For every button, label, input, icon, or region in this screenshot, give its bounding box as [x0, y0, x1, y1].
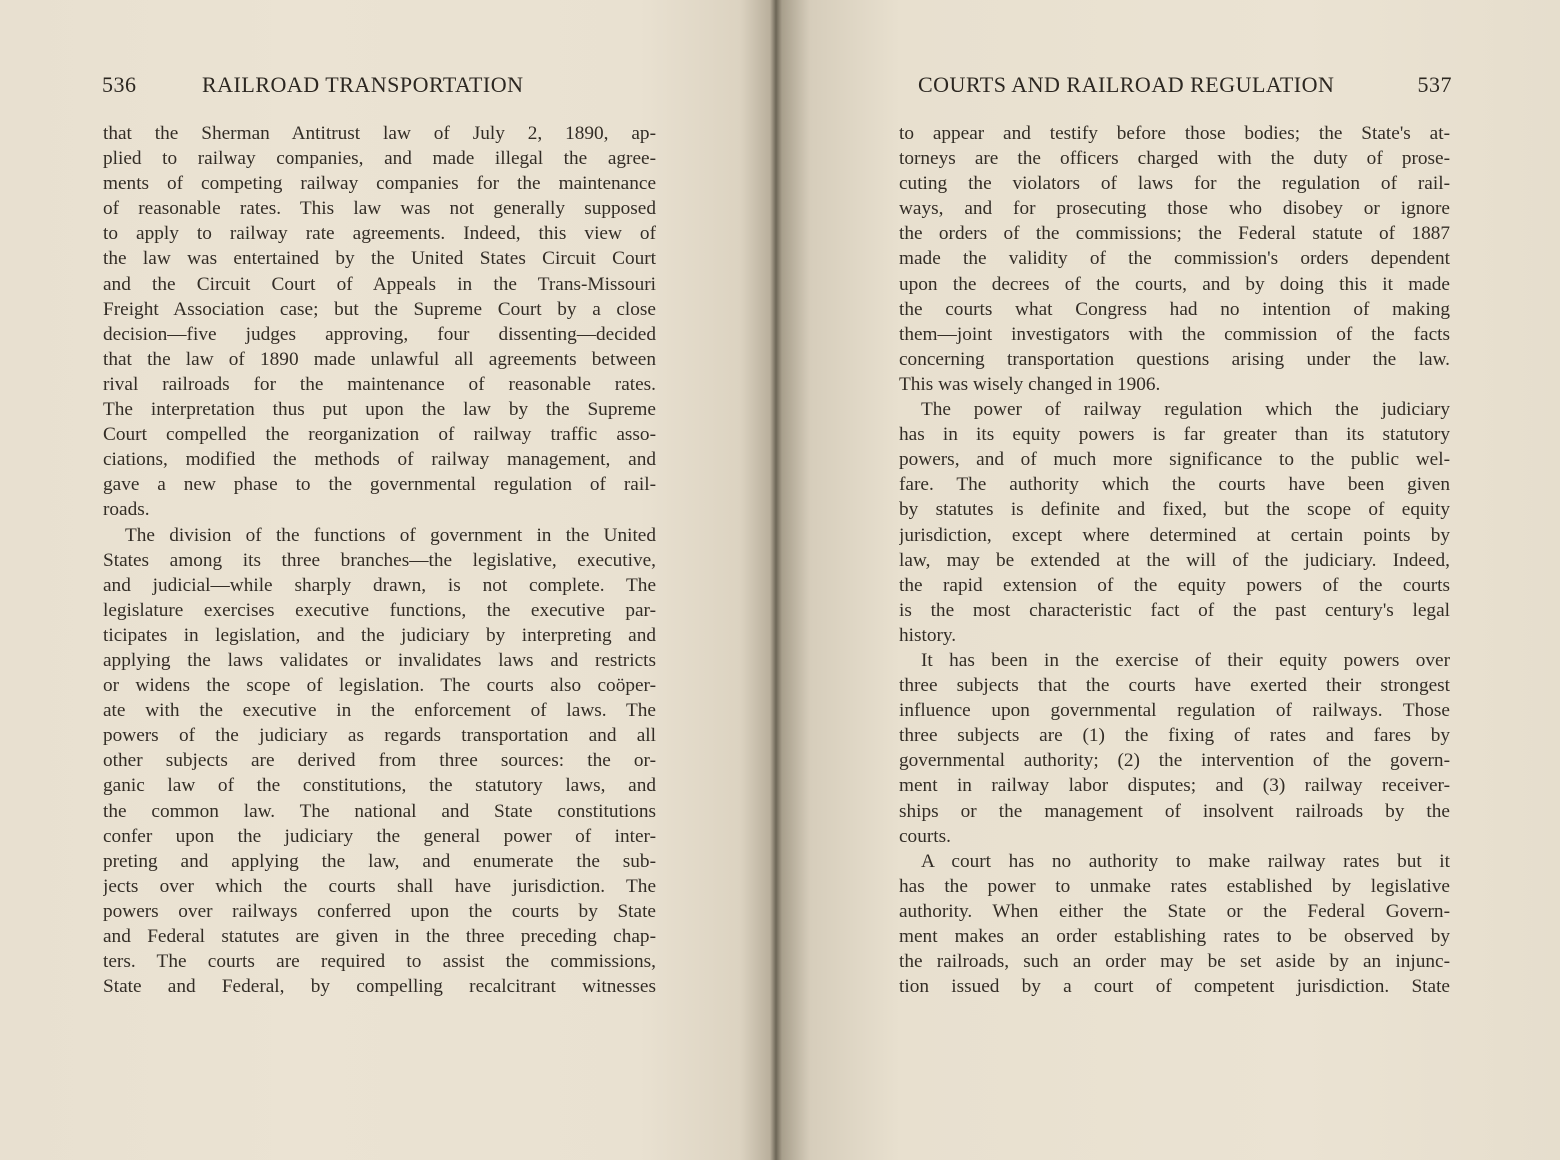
text-line: or widens the scope of legislation. The courts also coöper- — [103, 675, 656, 697]
right-page-number: 537 — [1417, 72, 1452, 97]
text-line: authority. When either the State or the Federal Govern- — [899, 900, 1450, 922]
text-line: governmental authority; (2) the intervention of the govern- — [899, 750, 1450, 772]
text-line: made the validity of the commission's orders dependent — [899, 248, 1450, 270]
text-line: courts. — [899, 825, 951, 847]
text-line: to apply to railway rate agreements. Indeed, this view of — [103, 223, 656, 245]
text-line: This was wisely changed in 1906. — [899, 373, 1161, 395]
text-line: ters. The courts are required to assist the commissions, — [103, 951, 656, 973]
text-line: is the most characteristic fact of the past century's legal — [899, 599, 1450, 621]
text-line: ments of competing railway companies for the maintenance — [103, 173, 656, 195]
text-line: the railroads, such an order may be set aside by an injunc- — [899, 951, 1450, 973]
text-line: the law was entertained by the United States Circuit Court — [103, 248, 656, 270]
text-line: The interpretation thus put upon the law by the Supreme — [103, 399, 656, 421]
left-page-body — [103, 121, 656, 999]
text-line: three subjects that the courts have exerted their strongest — [899, 675, 1450, 697]
text-line: ganic law of the constitutions, the statutory laws, and — [103, 775, 656, 797]
text-line: cuting the violators of laws for the regulation of rail- — [899, 173, 1450, 195]
text-line: of reasonable rates. This law was not generally supposed — [103, 198, 656, 220]
text-line: and the Circuit Court of Appeals in the Trans-Missouri — [103, 273, 656, 295]
right-page-body — [899, 121, 1450, 999]
text-line: that the law of 1890 made unlawful all agreements between — [103, 348, 656, 370]
left-page — [0, 0, 770, 1160]
text-line: law, may be extended at the will of the judiciary. Indeed, — [899, 549, 1450, 571]
text-line: A court has no authority to make railway rates but it — [921, 850, 1450, 872]
text-line: by statutes is definite and fixed, but the scope of equity — [899, 499, 1450, 521]
text-line: plied to railway companies, and made illegal the agree- — [103, 148, 656, 170]
text-line: powers, and of much more significance to the public wel- — [899, 449, 1450, 471]
text-line: upon the decrees of the courts, and by doing this it made — [899, 273, 1450, 295]
text-line: the courts what Congress had no intention of making — [899, 298, 1450, 320]
text-line: fare. The authority which the courts have been given — [899, 474, 1450, 496]
text-line: State and Federal, by compelling recalcitrant witnesses — [103, 976, 656, 998]
text-line: decision—five judges approving, four dissenting—decided — [103, 323, 656, 345]
text-line: the orders of the commissions; the Federal statute of 1887 — [899, 223, 1450, 245]
text-line: preting and applying the law, and enumerate the sub- — [103, 850, 656, 872]
text-line: legislature exercises executive functions, the executive par- — [103, 599, 656, 621]
text-line: to appear and testify before those bodies; the State's at- — [899, 123, 1450, 144]
text-line: concerning transportation questions arising under the law. — [899, 348, 1450, 370]
text-line: and judicial—while sharply drawn, is not complete. The — [103, 574, 656, 596]
text-line: jects over which the courts shall have jurisdiction. The — [103, 875, 656, 897]
text-line: the common law. The national and State constitutions — [103, 800, 656, 822]
text-line: history. — [899, 624, 957, 646]
text-line: has the power to unmake rates established by legislative — [899, 875, 1450, 897]
text-line: roads. — [103, 499, 150, 521]
text-line: and Federal statutes are given in the three preceding chap- — [103, 926, 656, 947]
text-line: confer upon the judiciary the general power of inter- — [103, 825, 656, 847]
text-line: three subjects are (1) the fixing of rates and fares by — [899, 725, 1450, 747]
right-running-head: COURTS AND RAILROAD REGULATION — [918, 72, 1335, 97]
text-line: the rapid extension of the equity powers of the courts — [899, 574, 1450, 596]
right-page — [782, 0, 1560, 1160]
text-line: Freight Association case; but the Supreme Court by a close — [103, 298, 656, 320]
text-line: applying the laws validates or invalidates laws and restricts — [103, 649, 656, 671]
text-line: other subjects are derived from three sources: the or- — [103, 750, 656, 772]
text-line: influence upon governmental regulation of railways. Those — [899, 700, 1450, 722]
text-line: The power of railway regulation which the judiciary — [921, 399, 1450, 421]
text-line: ciations, modified the methods of railway management, and — [103, 449, 656, 471]
text-line: ships or the management of insolvent railroads by the — [899, 800, 1450, 822]
text-line: jurisdiction, except where determined at certain points by — [899, 524, 1450, 546]
text-line: rival railroads for the maintenance of reasonable rates. — [103, 373, 656, 395]
text-line: ment makes an order establishing rates to be observed by — [899, 926, 1450, 947]
text-line: Court compelled the reorganization of railway traffic asso- — [103, 424, 656, 446]
text-line: The division of the functions of government in the United — [125, 524, 656, 546]
left-running-head: RAILROAD TRANSPORTATION — [202, 72, 524, 97]
text-line: ate with the executive in the enforcement of laws. The — [103, 700, 656, 722]
text-line: ticipates in legislation, and the judiciary by interpreting and — [103, 624, 656, 646]
text-line: has in its equity powers is far greater than its statutory — [899, 424, 1450, 446]
text-line: tion issued by a court of competent jurisdiction. State — [899, 976, 1450, 998]
text-line: ways, and for prosecuting those who disobey or ignore — [899, 198, 1450, 220]
text-line: that the Sherman Antitrust law of July 2, 1890, ap- — [103, 123, 656, 144]
text-line: States among its three branches—the legislative, executive, — [103, 549, 656, 571]
text-line: powers over railways conferred upon the courts by State — [103, 900, 656, 922]
text-line: powers of the judiciary as regards transportation and all — [103, 725, 656, 747]
left-page-number: 536 — [102, 72, 137, 97]
text-line: ment in railway labor disputes; and (3) railway receiver- — [899, 775, 1450, 797]
text-line: gave a new phase to the governmental regulation of rail- — [103, 474, 656, 496]
text-line: them—joint investigators with the commission of the facts — [899, 323, 1450, 345]
text-line: torneys are the officers charged with the duty of prose- — [899, 148, 1450, 170]
text-line: It has been in the exercise of their equity powers over — [921, 649, 1450, 671]
